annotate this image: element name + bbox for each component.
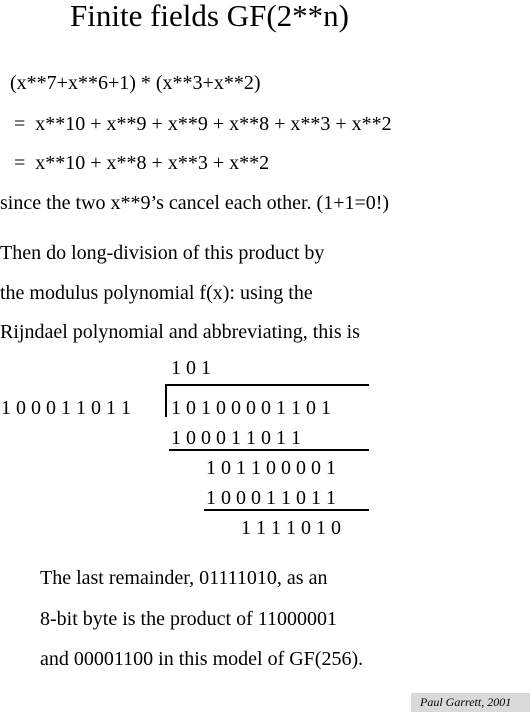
equation-line-2: = x**10 + x**9 + x**9 + x**8 + x**3 + x**2 [14, 113, 392, 135]
conclusion-line-1: The last remainder, 01111010, as an [40, 567, 328, 589]
intro-line-2: the modulus polynomial f(x): using the [0, 282, 313, 304]
remainder-1: 1 0 1 1 0 0 0 0 1 [206, 457, 336, 479]
page-title: Finite fields GF(2**n) [70, 0, 349, 33]
subtraction-line-2 [204, 509, 369, 511]
intro-line-3: Rijndael polynomial and abbreviating, this is [0, 321, 360, 343]
equation-line-3: = x**10 + x**8 + x**3 + x**2 [14, 152, 270, 174]
quotient: 1 0 1 [171, 357, 211, 379]
conclusion-line-3: and 00001100 in this model of GF(256). [40, 648, 364, 670]
cancel-note: since the two x**9’s cancel each other. (1+1=0!) [0, 192, 390, 214]
author-credit: Paul Garrett, 2001 [420, 695, 512, 709]
credit-badge [411, 693, 530, 712]
remainder-2: 1 1 1 1 0 1 0 [241, 517, 341, 539]
division-bar [165, 384, 369, 386]
subtraction-line-1 [169, 449, 369, 451]
conclusion-line-2: 8-bit byte is the product of 11000001 [40, 608, 337, 630]
equation-line-1: (x**7+x**6+1) * (x**3+x**2) [10, 72, 261, 94]
division-bracket [165, 384, 167, 417]
dividend: 1 0 1 0 0 0 0 1 1 0 1 [171, 397, 331, 419]
subtrahend-1: 1 0 0 0 1 1 0 1 1 [171, 427, 301, 449]
subtrahend-2: 1 0 0 0 1 1 0 1 1 [206, 487, 336, 509]
intro-line-1: Then do long-division of this product by [0, 242, 325, 264]
divisor: 1 0 0 0 1 1 0 1 1 [1, 397, 131, 419]
